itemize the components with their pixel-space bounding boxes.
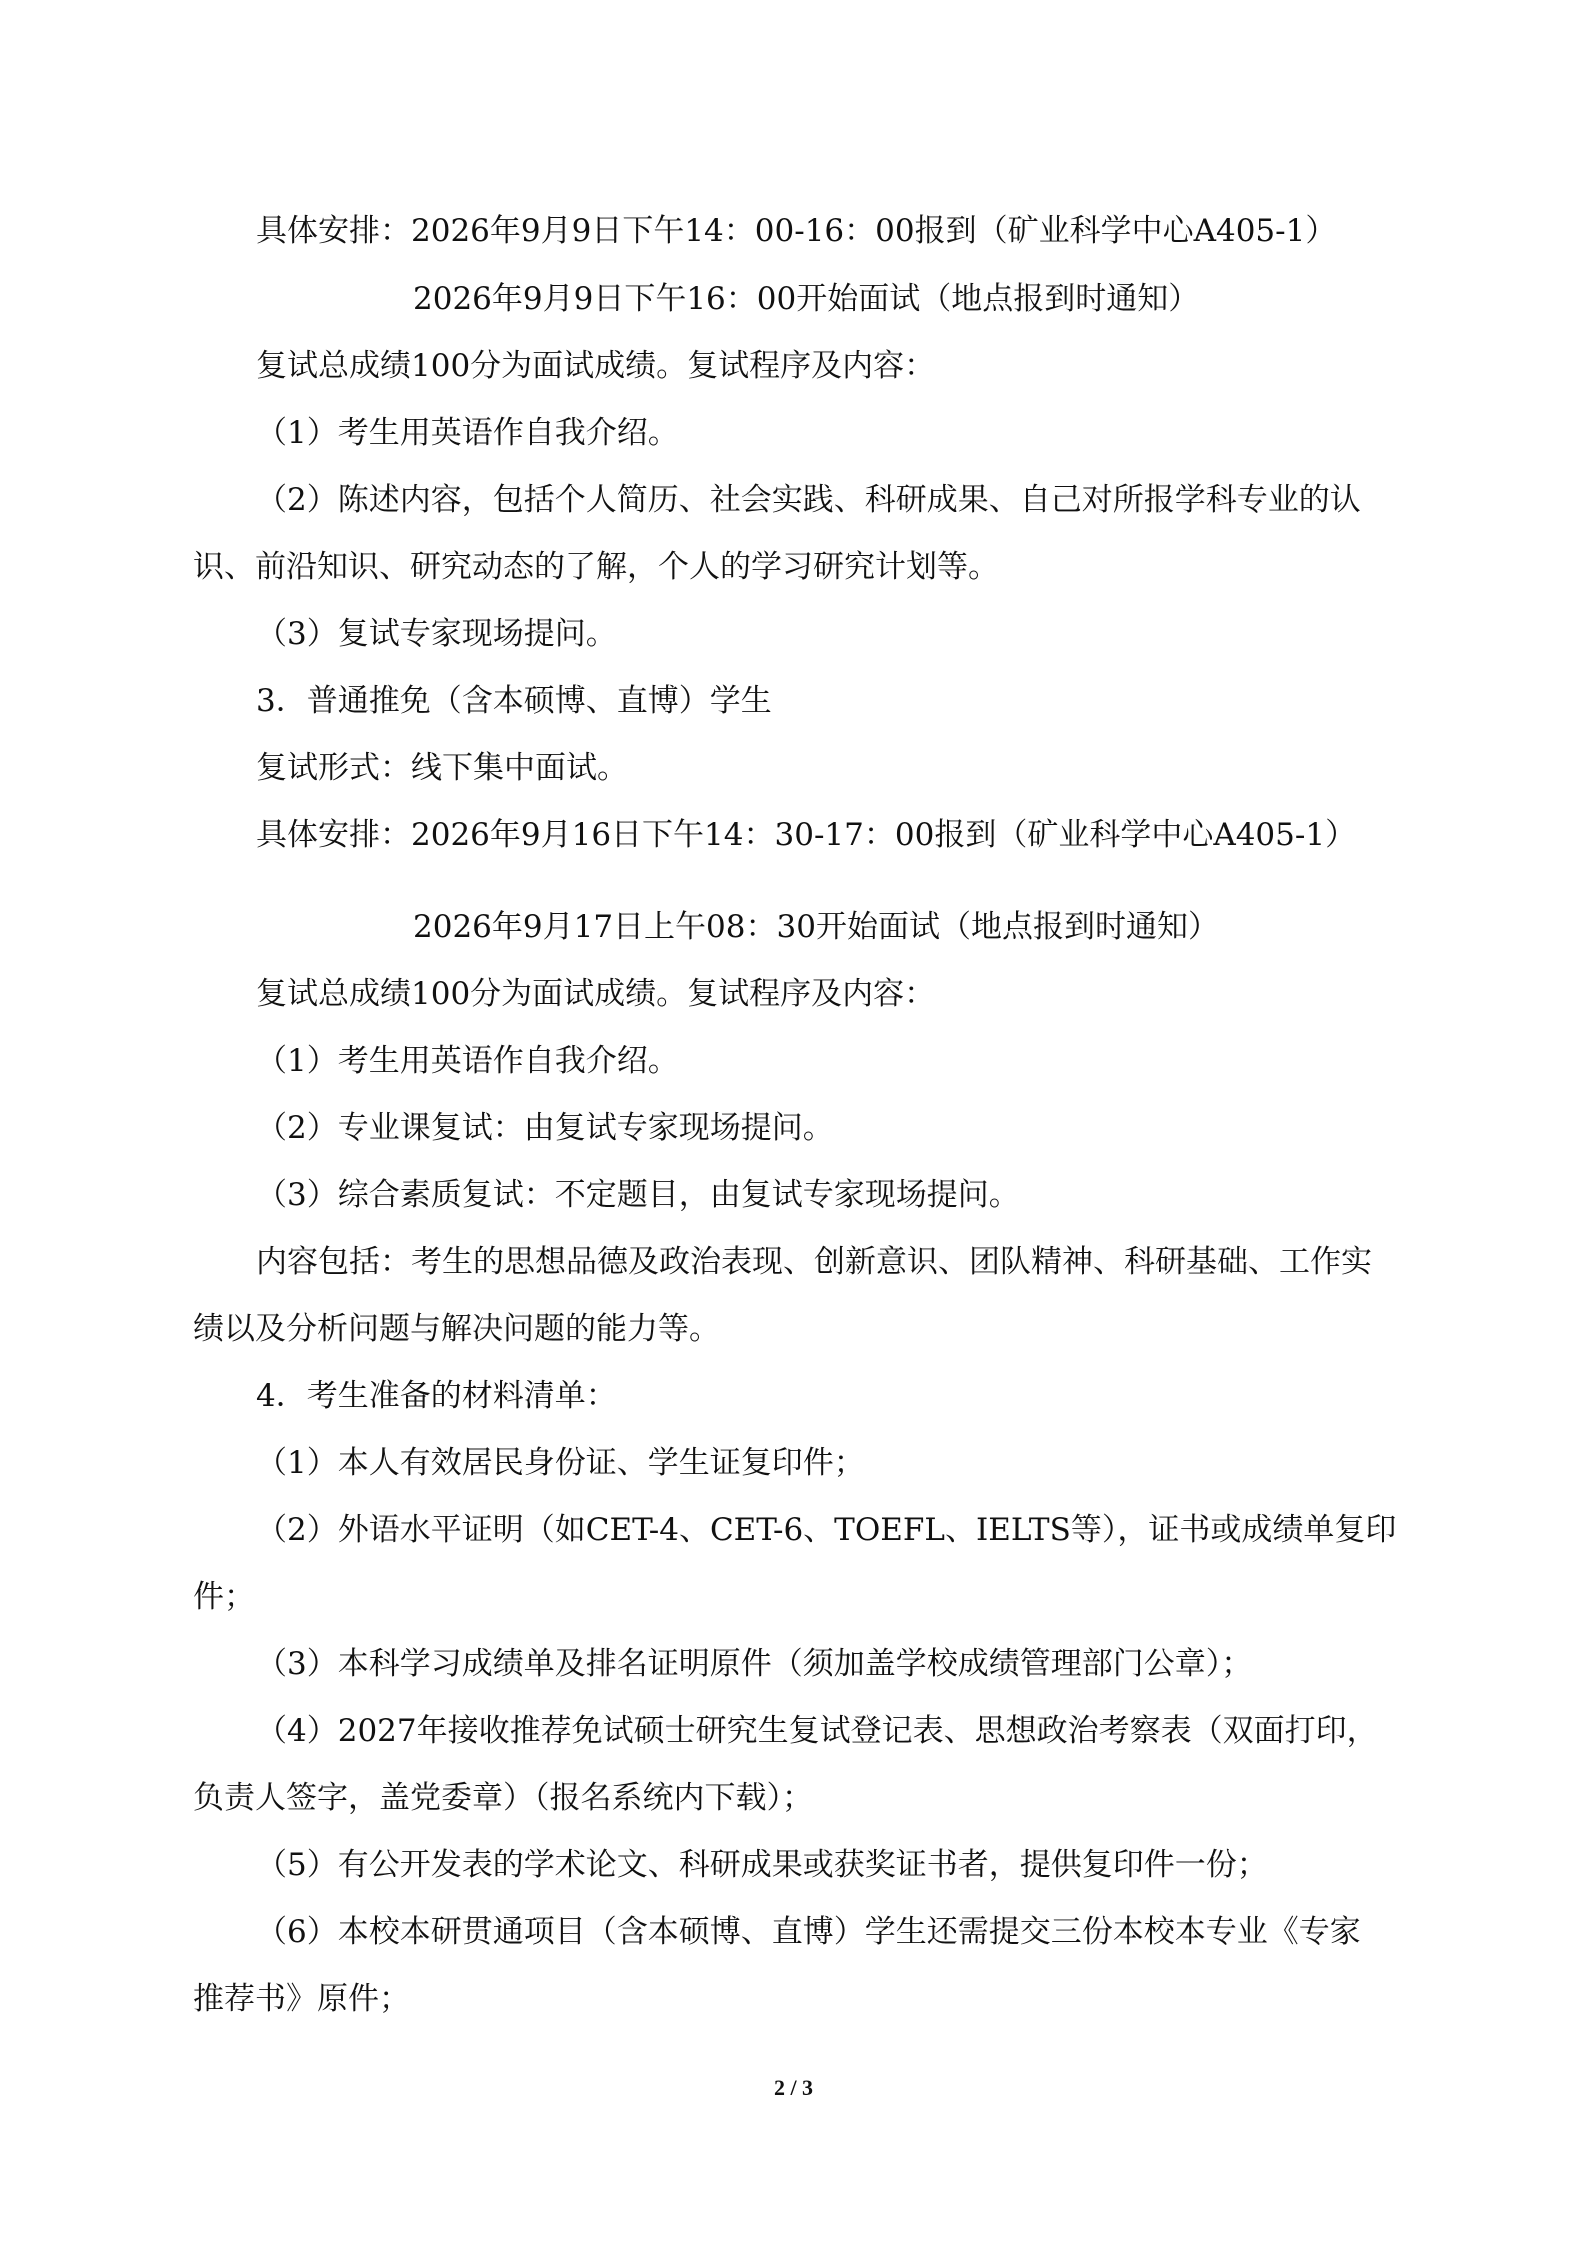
material-item-4-cont: 负责人签字，盖党委章）（报名系统内下载）；	[193, 1780, 813, 1816]
content-includes: 内容包括：考生的思想品德及政治表现、创新意识、团队精神、科研基础、工作实	[256, 1244, 1372, 1280]
content-includes-cont: 绩以及分析问题与解决问题的能力等。	[193, 1311, 720, 1347]
material-item-2: （2）外语水平证明（如CET-4、CET-6、TOEFL、IELTS等），证书或成绩单复印	[256, 1512, 1397, 1548]
material-item-1: （1）本人有效居民身份证、学生证复印件；	[256, 1445, 865, 1481]
schedule-line-4: 2026年9月17日上午08：30开始面试（地点报到时通知）	[413, 909, 1219, 945]
section-heading-3: 3．普通推免（含本硕博、直博）学生	[256, 683, 772, 719]
procedure-item-3b: （3）综合素质复试：不定题目，由复试专家现场提问。	[256, 1177, 1020, 1213]
material-item-4: （4）2027年接收推荐免试硕士研究生复试登记表、思想政治考察表（双面打印，	[256, 1713, 1378, 1749]
score-intro-2: 复试总成绩100分为面试成绩。复试程序及内容：	[256, 976, 936, 1012]
procedure-item-1b: （1）考生用英语作自我介绍。	[256, 1043, 679, 1079]
procedure-item-1: （1）考生用英语作自我介绍。	[256, 415, 679, 451]
schedule-line-3: 具体安排：2026年9月16日下午14：30-17：00报到（矿业科学中心A405-1）	[256, 817, 1357, 853]
interview-format: 复试形式：线下集中面试。	[256, 750, 628, 786]
material-item-5: （5）有公开发表的学术论文、科研成果或获奖证书者，提供复印件一份；	[256, 1847, 1268, 1883]
schedule-line-1: 具体安排：2026年9月9日下午14：00-16：00报到（矿业科学中心A405-1）	[256, 213, 1337, 249]
material-item-6: （6）本校本研贯通项目（含本硕博、直博）学生还需提交三份本校本专业《专家	[256, 1914, 1361, 1950]
score-intro-1: 复试总成绩100分为面试成绩。复试程序及内容：	[256, 348, 936, 384]
section-heading-4: 4．考生准备的材料清单：	[256, 1378, 617, 1414]
procedure-item-2b: （2）专业课复试：由复试专家现场提问。	[256, 1110, 834, 1146]
procedure-item-2-cont: 识、前沿知识、研究动态的了解，个人的学习研究计划等。	[193, 549, 999, 585]
procedure-item-2: （2）陈述内容，包括个人简历、社会实践、科研成果、自己对所报学科专业的认	[256, 482, 1361, 518]
procedure-item-3: （3）复试专家现场提问。	[256, 616, 617, 652]
material-item-6-cont: 推荐书》原件；	[193, 1981, 410, 2017]
material-item-3: （3）本科学习成绩单及排名证明原件（须加盖学校成绩管理部门公章）；	[256, 1646, 1253, 1682]
material-item-2-cont: 件；	[193, 1579, 255, 1615]
schedule-line-2: 2026年9月9日下午16：00开始面试（地点报到时通知）	[413, 281, 1200, 317]
page-number: 2 / 3	[773, 2075, 814, 2100]
